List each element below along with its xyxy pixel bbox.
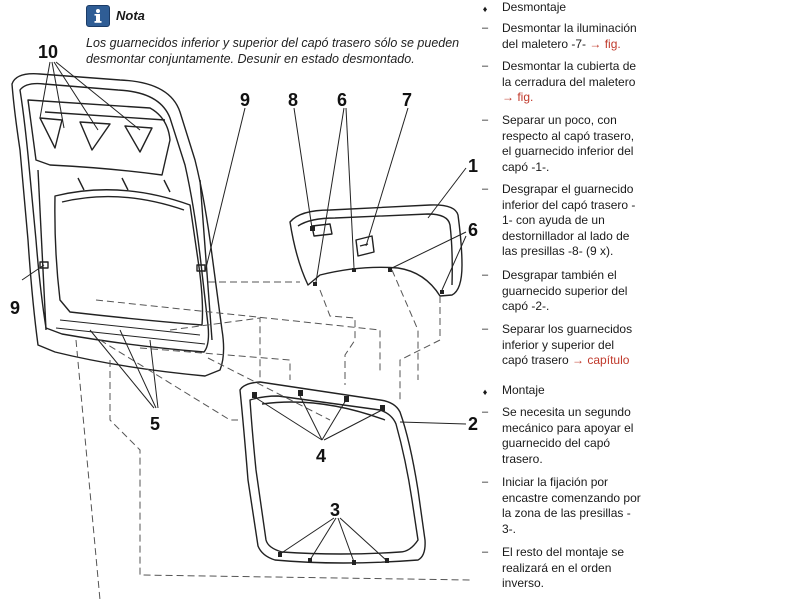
step-line: Desmontar la iluminación: [502, 21, 637, 35]
step-line: trasero.: [502, 451, 543, 466]
dash-bullet-icon: –: [481, 22, 489, 34]
dash-bullet-icon: –: [481, 546, 489, 558]
callout-6-upper: 6: [337, 90, 348, 110]
step-line: Desmontar la cubierta de: [502, 59, 637, 73]
step-line: el guarnecido inferior del: [502, 144, 634, 158]
diamond-bullet-icon: ♦: [482, 387, 488, 397]
step-line: del maletero -7-: [502, 36, 587, 51]
note-line: desmontar conjuntamente. Desunir en estado desmontado.: [86, 52, 415, 66]
step-line: guarnecido del capó: [502, 436, 611, 450]
dash-bullet-icon: –: [481, 323, 489, 335]
dash-bullet-icon: –: [481, 60, 489, 72]
step-line: realizará en el orden: [502, 560, 612, 575]
callout-5: 5: [150, 414, 161, 434]
step-line: Iniciar la fijación por: [502, 475, 609, 489]
callout-1: 1: [468, 156, 479, 176]
note-line: Los guarnecidos inferior y superior del capó trasero sólo se pueden: [86, 36, 460, 50]
note-title: Nota: [116, 8, 145, 23]
step-line: la cerradura del maletero: [502, 74, 636, 89]
callout-3: 3: [330, 500, 341, 520]
step-line: Se necesita un segundo: [502, 405, 631, 419]
figure-link[interactable]: → fig.: [589, 36, 621, 51]
step-line: El resto del montaje se: [502, 545, 625, 559]
step-line: mecánico para apoyar el: [502, 420, 634, 435]
dash-bullet-icon: –: [481, 114, 489, 126]
callout-10: 10: [38, 42, 59, 62]
callout-8: 8: [288, 90, 299, 110]
dash-bullet-icon: –: [481, 476, 489, 488]
step-line: las presillas -8- (9 x).: [502, 244, 614, 258]
step-line: capó trasero: [502, 353, 569, 367]
callout-9-left: 9: [10, 298, 21, 318]
removal-heading-text: Desmontaje: [502, 0, 567, 14]
step-line: 3-.: [502, 521, 517, 536]
upper-trim-frame: [240, 382, 425, 563]
procedure-steps: [480, 0, 800, 600]
trunk-lid-inner-edge: [20, 84, 209, 352]
figure-link[interactable]: → fig.: [502, 90, 534, 104]
callout-9-upper: 9: [240, 90, 251, 110]
step-line: destornillador al lado de: [502, 228, 630, 243]
step-line: inferior y superior del: [502, 337, 615, 352]
step-line: Separar los guarnecidos: [502, 322, 633, 336]
callout-7: 7: [402, 90, 413, 110]
dash-bullet-icon: –: [481, 269, 489, 281]
step-line: Separar un poco, con: [502, 113, 617, 127]
step-line: capó -1-.: [502, 159, 550, 174]
step-line: capó -2-.: [502, 299, 550, 313]
step-line: inverso.: [502, 576, 545, 590]
callout-2: 2: [468, 414, 479, 434]
lamp-bracket: [356, 236, 374, 256]
install-heading-text: Montaje: [502, 383, 545, 397]
trunk-lid-outer: [12, 74, 224, 376]
step-line: 1- con ayuda de un: [502, 213, 605, 227]
step-line: la zona de las presillas -: [502, 506, 631, 520]
dash-bullet-icon: –: [481, 406, 489, 418]
step-line: Desgrapar también el: [502, 268, 617, 282]
dash-bullet-icon: –: [481, 183, 489, 195]
step-line: Desgrapar el guarnecido: [502, 182, 634, 196]
trunk-lid-lower-opening: [55, 190, 203, 325]
step-line: inferior del capó trasero -: [502, 197, 636, 212]
step-line: guarnecido superior del: [502, 283, 628, 298]
step-line: encastre comenzando por: [502, 490, 641, 505]
diamond-bullet-icon: ♦: [482, 4, 488, 14]
callout-4: 4: [316, 446, 327, 466]
chapter-link[interactable]: → capítulo: [572, 353, 630, 367]
callout-6-right: 6: [468, 220, 479, 240]
step-line: respecto al capó trasero,: [502, 128, 635, 143]
